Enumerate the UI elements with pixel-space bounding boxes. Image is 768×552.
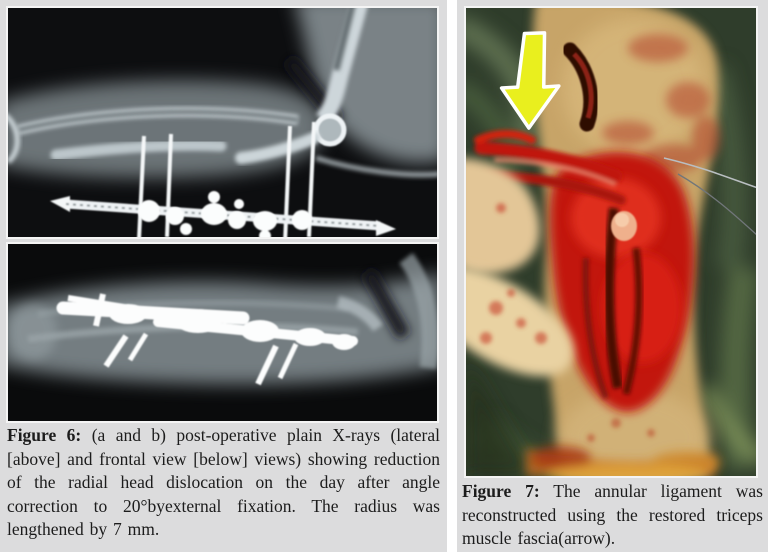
figure6-caption-text: (a and b) post-operative plain X-rays (lateral [above] and frontal view [below] views) showing reduction of the radial head dislocation on the day after angle correction to 20°byexternal fixation. The radius was lengthened by 7 mm. — [7, 425, 440, 540]
surgical-photo-image — [464, 6, 758, 478]
xray-frontal-image — [6, 242, 439, 423]
surgical-photo-art — [466, 8, 756, 476]
figure7-panel — [457, 0, 768, 552]
figure7-label: Figure 7: — [462, 481, 540, 501]
xray-frontal-art — [8, 244, 437, 421]
figure6-label: Figure 6: — [7, 425, 82, 445]
figure7-caption-text: The annular ligament was reconstructed using the restored triceps muscle fascia(arrow). — [462, 481, 763, 549]
figure7-caption — [462, 480, 763, 551]
xray-lateral-art — [8, 8, 437, 237]
xray-lateral-image — [6, 6, 439, 239]
figure6-caption — [7, 424, 440, 542]
